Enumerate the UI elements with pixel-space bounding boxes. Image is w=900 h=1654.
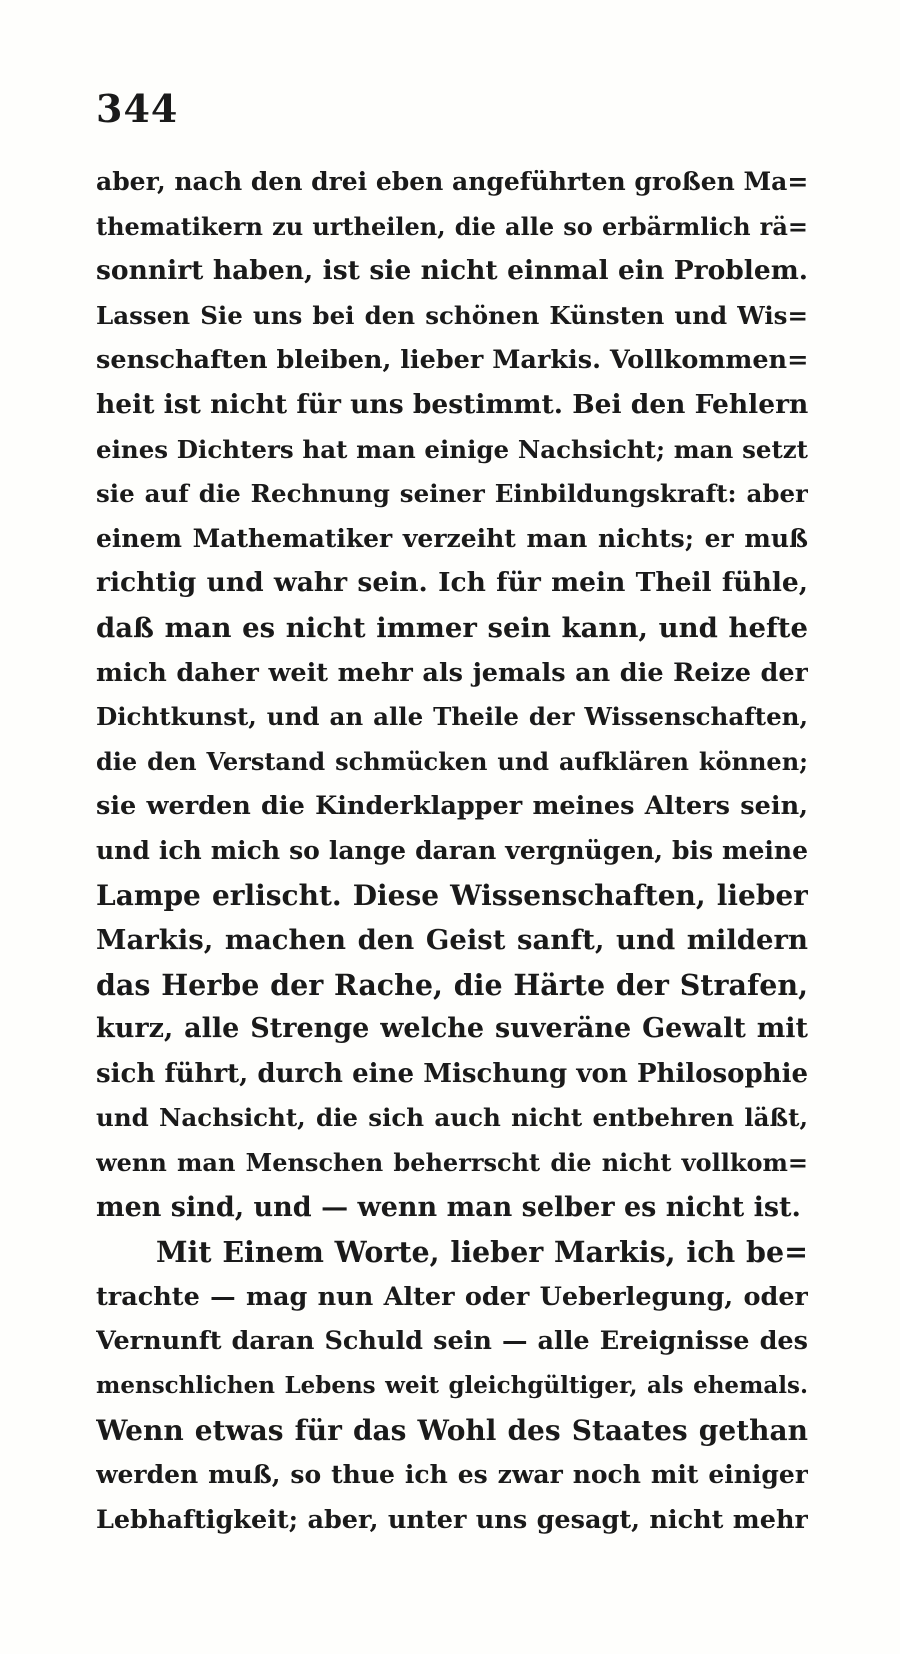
- text-line: eines Dichters hat man einige Nachsicht; man setzt: [96, 434, 808, 464]
- text-line: sich führt, durch eine Mischung von Philosophie: [96, 1058, 808, 1089]
- text-line: Vernunft daran Schuld sein — alle Ereignisse des: [96, 1326, 808, 1357]
- text-line: aber, nach den drei eben angeführten großen Ma=: [96, 167, 808, 196]
- text-line: sie werden die Kinderklapper meines Alters sein,: [96, 791, 808, 822]
- text-line: daß man es nicht immer sein kann, und hefte: [96, 611, 808, 644]
- text-line: menschlichen Lebens weit gleichgültiger, als ehemals.: [96, 1372, 808, 1400]
- body-text: [96, 160, 808, 1542]
- text-line: kurz, alle Strenge welche suveräne Gewalt mit: [96, 1013, 808, 1045]
- text-line: senschaften bleiben, lieber Markis. Vollkommen=: [96, 345, 808, 376]
- text-line: Lampe erlischt. Diese Wissenschaften, lieber: [96, 878, 808, 912]
- text-line: werden muß, so thue ich es zwar noch mit einiger: [96, 1460, 808, 1490]
- text-line: und ich mich so lange daran vergnügen, bis meine: [96, 835, 808, 865]
- text-line: thematikern zu urtheilen, die alle so erbärmlich rä=: [96, 211, 808, 241]
- text-line: Lebhaftigkeit; aber, unter uns gesagt, nicht mehr: [96, 1504, 808, 1535]
- text-line: Markis, machen den Geist sanft, und mildern: [96, 924, 808, 957]
- text-line: heit ist nicht für uns bestimmt. Bei den Fehlern: [96, 388, 808, 420]
- text-line: trachte — mag nun Alter oder Ueberlegung, oder: [96, 1281, 808, 1312]
- text-line: wenn man Menschen beherrscht die nicht vollkom=: [96, 1148, 808, 1178]
- text-line: einem Mathematiker verzeiht man nichts; er muß: [96, 523, 808, 553]
- text-line: Dichtkunst, und an alle Theile der Wissenschaften,: [96, 702, 808, 732]
- text-line: richtig und wahr sein. Ich für mein Theil fühle,: [96, 567, 808, 599]
- text-line: Mit Einem Worte, lieber Markis, ich be=: [156, 1235, 808, 1270]
- page-number: 344: [96, 86, 179, 131]
- text-line: Wenn etwas für das Wohl des Staates gethan: [96, 1413, 808, 1447]
- text-line: das Herbe der Rache, die Härte der Strafen,: [96, 967, 808, 1002]
- text-line: sonnirt haben, ist sie nicht einmal ein Problem.: [96, 255, 808, 287]
- text-line: sie auf die Rechnung seiner Einbildungskraft: aber: [96, 479, 808, 509]
- text-line: Lassen Sie uns bei den schönen Künsten und Wis=: [96, 300, 808, 330]
- text-line: mich daher weit mehr als jemals an die Reize der: [96, 657, 808, 688]
- text-line: men sind, und — wenn man selber es nicht ist.: [96, 1191, 801, 1223]
- text-line: die den Verstand schmücken und aufklären können;: [96, 746, 808, 776]
- text-line: und Nachsicht, die sich auch nicht entbehren läßt,: [96, 1103, 808, 1133]
